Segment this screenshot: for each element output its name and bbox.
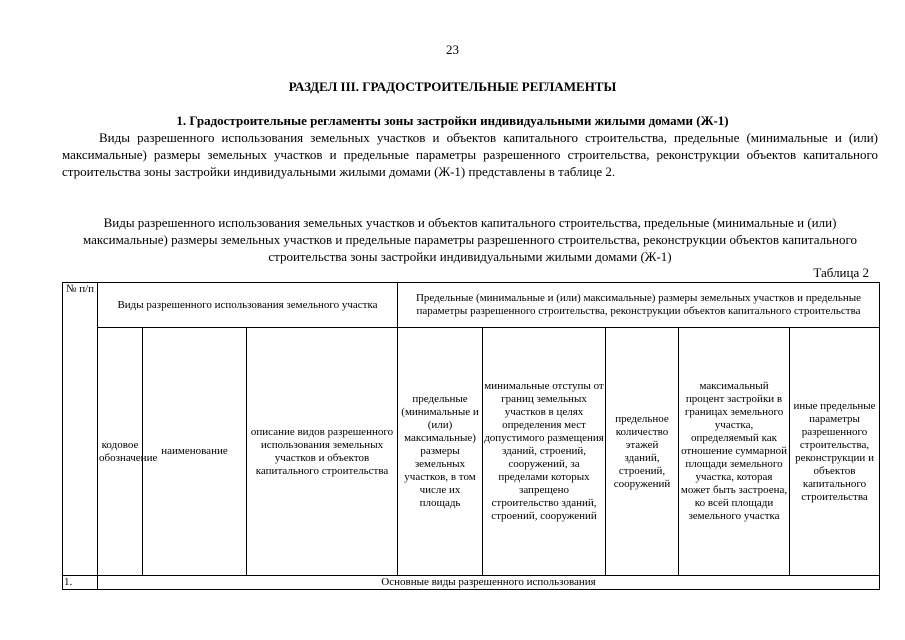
header-description: описание видов разрешенного использования земельных участков и объектов капитального строительства	[247, 328, 398, 576]
intro-paragraph: Виды разрешенного использования земельных участков и объектов капитального строительства, предельные (минимальные и (или) максимальные) размеры земельных участков и предельные параметры разрешенного строительства, реконструкции объектов капитального строительства зоны застройки индивидуальными жилыми домами (Ж-1) представлены в таблице 2.	[62, 130, 878, 179]
header-code: кодовое обозначение	[98, 328, 143, 576]
header-other: иные предельные параметры разрешенного строительства, реконструкции и объектов капитального строительства	[790, 328, 880, 576]
table-label: Таблица 2	[813, 265, 869, 280]
table-caption: Виды разрешенного использования земельных участков и объектов капитального строительства, предельные (минимальные и (или) максимальные) размеры земельных участков и предельные параметры разрешенного строительства, реконструкции объектов капитального строительства зоны застройки индивидуальными жилыми домами (Ж-1)	[82, 215, 858, 264]
header-plot-size: предельные (минимальные и (или) максимальные) размеры земельных участков, в том числе их площадь	[398, 328, 483, 576]
header-coverage: максимальный процент застройки в границах земельного участка, определяемый как отношение суммарной площади земельного участка, которая может быть застроена, ко всей площади земельного участка	[679, 328, 790, 576]
section-title: РАЗДЕЛ III. ГРАДОСТРОИТЕЛЬНЫЕ РЕГЛАМЕНТЫ	[288, 79, 617, 94]
subsection-title: 1. Градостроительные регламенты зоны застройки индивидуальными жилыми домами (Ж-1)	[176, 113, 729, 128]
regulations-table	[62, 282, 880, 590]
header-number: № п/п	[63, 283, 98, 576]
row-number: 1.	[63, 576, 98, 590]
header-use-types: Виды разрешенного использования земельного участка	[98, 283, 398, 328]
page-number: 23	[446, 42, 459, 57]
header-setbacks: минимальные отступы от границ земельных участков в целях определения мест допустимого размещения зданий, строений, сооружений, за пределами которых запрещено строительство зданий, строений, сооружений	[483, 328, 606, 576]
row-section-label: Основные виды разрешенного использования	[98, 576, 880, 590]
header-name: наименование	[143, 328, 247, 576]
header-floors: предельное количество этажей зданий, строений, сооружений	[606, 328, 679, 576]
header-params: Предельные (минимальные и (или) максимальные) размеры земельных участков и предельные параметры разрешенного строительства, реконструкции объектов капитального строительства	[398, 283, 880, 328]
